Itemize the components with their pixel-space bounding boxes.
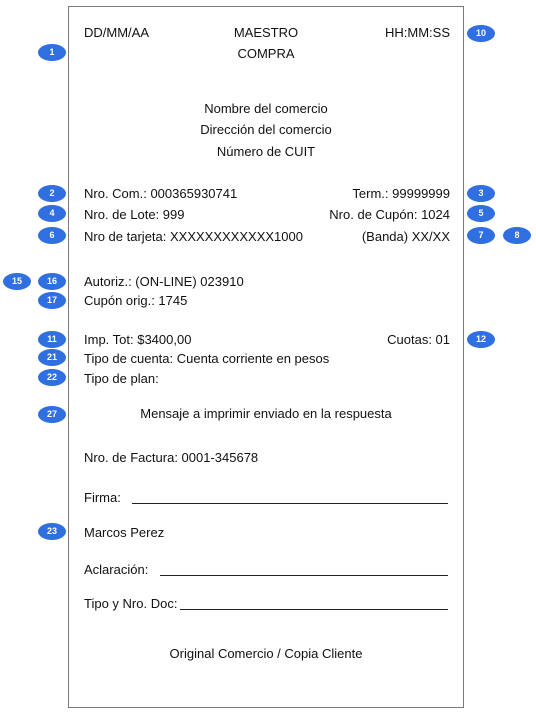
- badge-6: 6: [38, 227, 66, 244]
- badge-1: 1: [38, 44, 66, 61]
- nro-com: Nro. Com.: 000365930741: [84, 186, 238, 201]
- badge-27: 27: [38, 406, 66, 423]
- badge-3: 3: [467, 185, 495, 202]
- badge-15: 15: [3, 273, 31, 290]
- header-date: DD/MM/AA: [84, 25, 149, 40]
- badge-12: 12: [467, 331, 495, 348]
- nro-tarjeta: Nro de tarjeta: XXXXXXXXXXXX1000: [84, 229, 303, 244]
- badge-22: 22: [38, 369, 66, 386]
- tipo-cuenta: Tipo de cuenta: Cuenta corriente en pesos: [84, 351, 330, 366]
- badge-2: 2: [38, 185, 66, 202]
- cupon-original: Cupón orig.: 1745: [84, 293, 188, 308]
- term: Term.: 99999999: [352, 186, 450, 201]
- cuotas: Cuotas: 01: [387, 332, 450, 347]
- firma-label: Firma:: [84, 490, 121, 505]
- badge-8: 8: [503, 227, 531, 244]
- badge-17: 17: [38, 292, 66, 309]
- banda: (Banda) XX/XX: [361, 229, 450, 244]
- nro-lote: Nro. de Lote: 999: [84, 207, 185, 222]
- firma-line: [132, 503, 448, 504]
- badge-23: 23: [38, 523, 66, 540]
- header-title-line1: MAESTRO: [233, 25, 299, 40]
- nro-factura: Nro. de Factura: 0001-345678: [84, 450, 259, 465]
- merchant-address: Dirección del comercio: [200, 122, 332, 137]
- header-time: HH:MM:SS: [385, 25, 450, 40]
- signer-name: Marcos Perez: [84, 525, 165, 540]
- badge-11: 11: [38, 331, 66, 348]
- header-title-line2: COMPRA: [237, 46, 295, 61]
- tipo-plan: Tipo de plan:: [84, 371, 159, 386]
- merchant-name: Nombre del comercio: [204, 101, 328, 116]
- merchant-cuit: Número de CUIT: [216, 144, 316, 159]
- badge-10: 10: [467, 25, 495, 42]
- autorizacion: Autoriz.: (ON-LINE) 023910: [84, 274, 244, 289]
- mensaje-respuesta: Mensaje a imprimir enviado en la respuesta: [140, 406, 392, 421]
- importe-total: Imp. Tot: $3400,00: [84, 332, 192, 347]
- badge-5: 5: [467, 205, 495, 222]
- tipo-doc-line: [180, 609, 448, 610]
- tipo-doc-label: Tipo y Nro. Doc:: [84, 596, 178, 611]
- badge-4: 4: [38, 205, 66, 222]
- footer-copy: Original Comercio / Copia Cliente: [169, 646, 363, 661]
- aclaracion-label: Aclaración:: [84, 562, 149, 577]
- badge-21: 21: [38, 349, 66, 366]
- badge-16: 16: [38, 273, 66, 290]
- aclaracion-line: [160, 575, 448, 576]
- badge-7: 7: [467, 227, 495, 244]
- nro-cupon: Nro. de Cupón: 1024: [329, 207, 450, 222]
